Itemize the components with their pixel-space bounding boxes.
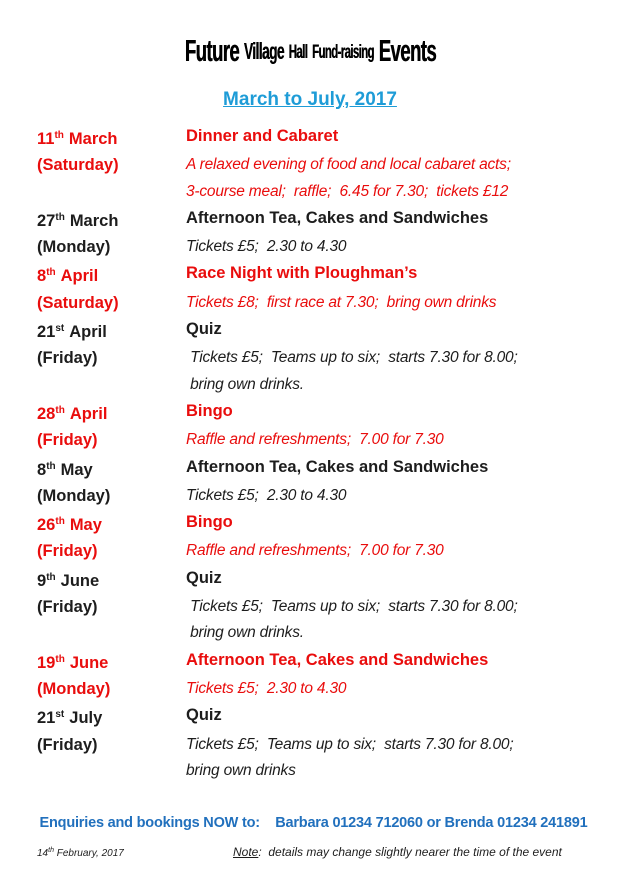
event-date (37, 647, 186, 676)
title-word: Village (243, 38, 284, 64)
event-date-spacer (37, 620, 186, 646)
subtitle-row (37, 88, 583, 113)
event-day: (Friday) (37, 542, 98, 561)
title-word: Events (378, 33, 436, 68)
event-detail: Tickets £5; Teams up to six; starts 7.30 for 8.00; (186, 598, 518, 616)
event-date-num: 27 (37, 211, 56, 230)
enquiries-line: Enquiries and bookings NOW to: Barbara 01234 712060 or Brenda 01234 241891 (39, 815, 588, 832)
document-date-num: 14 (37, 848, 49, 860)
event-date (37, 454, 186, 483)
event-date-num: 21 (37, 709, 56, 728)
event-title: Afternoon Tea, Cakes and Sandwiches (186, 208, 489, 227)
event-date-suffix: th (46, 267, 56, 279)
event-date (37, 123, 186, 152)
event-title: Quiz (186, 568, 222, 587)
event-date (37, 702, 186, 731)
event-date-month: March (69, 211, 119, 230)
event-detail: A relaxed evening of food and local cabaret acts; (186, 156, 511, 174)
event-detail: Tickets £5; 2.30 to 4.30 (186, 486, 347, 504)
page-title (37, 34, 583, 72)
document-date (37, 842, 233, 863)
event-date-suffix: th (46, 571, 56, 583)
event-date (37, 509, 186, 538)
event-date-num: 26 (37, 516, 56, 535)
event-detail: bring own drinks. (186, 375, 304, 393)
event-day: (Monday) (37, 486, 111, 505)
event-title: Dinner and Cabaret (186, 127, 339, 145)
events-table (37, 123, 600, 784)
event-detail: Tickets £8; first race at 7.30; bring own drinks (186, 293, 497, 311)
event-date-month: May (60, 460, 93, 479)
event-date-month: April (69, 404, 108, 423)
event-title: Afternoon Tea, Cakes and Sandwiches (186, 457, 489, 476)
event-detail: Raffle and refreshments; 7.00 for 7.30 (186, 431, 444, 449)
bottom-row (37, 842, 600, 863)
event-day: (Friday) (37, 735, 98, 754)
event-date-num: 28 (37, 404, 56, 423)
event-date-spacer (37, 372, 186, 398)
event-day: (Saturday) (37, 293, 119, 312)
event-date-month: March (68, 130, 118, 148)
note-text: : details may change slightly nearer the time of the event (258, 845, 562, 860)
event-date-month: July (69, 709, 103, 728)
event-detail: Raffle and refreshments; 7.00 for 7.30 (186, 542, 444, 560)
event-date-suffix: st (55, 709, 65, 721)
event-day: (Friday) (37, 431, 98, 450)
event-date-num: 9 (37, 571, 47, 590)
event-title: Afternoon Tea, Cakes and Sandwiches (186, 650, 489, 669)
event-date-suffix: th (54, 130, 64, 141)
event-date-num: 21 (37, 323, 56, 342)
document-date-rest: February, 2017 (53, 848, 124, 860)
event-day: (Monday) (37, 679, 111, 698)
event-date-spacer (37, 179, 186, 205)
event-date-suffix: th (55, 653, 65, 665)
event-detail: bring own drinks (186, 761, 296, 779)
enquiries-row (37, 812, 590, 834)
subtitle: March to July, 2017 (223, 89, 397, 110)
event-title: Quiz (186, 320, 222, 339)
title-word: Fund-raising (311, 42, 374, 63)
event-date (37, 565, 186, 594)
event-date-spacer (37, 758, 186, 784)
note-label: Note (233, 845, 259, 860)
event-date-num: 8 (37, 267, 47, 286)
event-date-month: April (69, 323, 107, 342)
event-date-suffix: th (55, 404, 65, 416)
event-detail: Tickets £5; 2.30 to 4.30 (186, 679, 347, 697)
note-line (233, 843, 562, 861)
event-day: (Saturday) (37, 156, 119, 175)
event-date-suffix: th (55, 211, 65, 223)
event-date-month: June (69, 653, 109, 672)
event-date-num: 11 (37, 130, 55, 148)
event-detail: 3-course meal; raffle; 6.45 for 7.30; tickets £12 (186, 182, 509, 200)
event-title: Quiz (186, 706, 222, 725)
event-detail: Tickets £5; 2.30 to 4.30 (186, 238, 347, 256)
document-date-suffix: th (48, 847, 54, 855)
event-date-month: May (69, 516, 102, 535)
event-detail: bring own drinks. (186, 624, 304, 642)
event-date (37, 398, 186, 427)
event-date-num: 8 (37, 460, 47, 479)
event-title: Bingo (186, 401, 233, 420)
title-word: Future (184, 33, 239, 68)
title-word: Hall (288, 42, 307, 63)
event-detail: Tickets £5; Teams up to six; starts 7.30 for 8.00; (186, 735, 514, 753)
event-date-suffix: st (55, 323, 65, 335)
page-title-text (184, 34, 435, 73)
event-date (37, 205, 186, 234)
event-date (37, 260, 186, 289)
event-title: Race Night with Ploughman’s (186, 264, 418, 283)
event-date-month: April (60, 267, 99, 286)
event-day: (Monday) (37, 238, 111, 257)
event-date-month: June (60, 571, 100, 590)
event-date-suffix: th (55, 516, 65, 528)
event-day: (Friday) (37, 598, 98, 617)
event-date-suffix: th (46, 460, 56, 472)
event-date-num: 19 (37, 653, 56, 672)
event-detail: Tickets £5; Teams up to six; starts 7.30 for 8.00; (186, 349, 518, 367)
event-day: (Friday) (37, 349, 98, 368)
event-title: Bingo (186, 513, 233, 532)
event-date (37, 316, 186, 345)
